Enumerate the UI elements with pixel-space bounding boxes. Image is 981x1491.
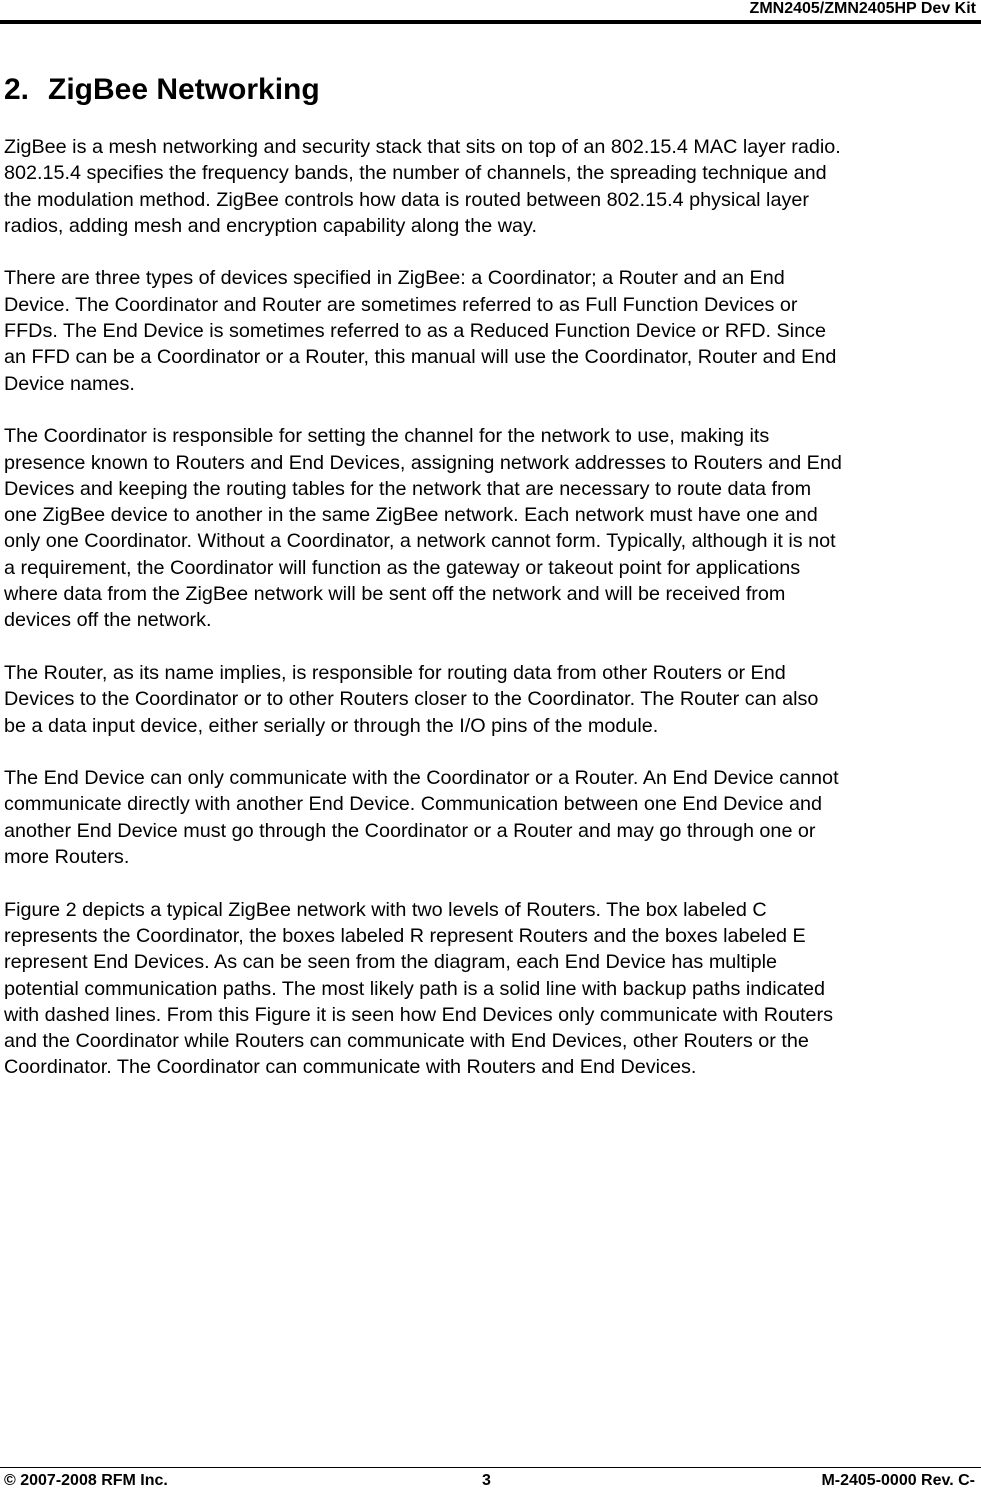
footer-rule [0,1467,981,1468]
text-line: another End Device must go through the Coordinator or a Router and may go through one or [4,819,816,842]
text-line: Devices to the Coordinator or to other Routers closer to the Coordinator. The Router can also [4,688,819,711]
text-line: where data from the ZigBee network will be sent off the network and will be received from [4,583,786,606]
text-line: The Router, as its name implies, is responsible for routing data from other Routers or End [4,661,786,684]
header-title: ZMN2405/ZMN2405HP Dev Kit [749,0,976,17]
header-rule [0,20,981,24]
text-line: a requirement, the Coordinator will function as the gateway or takeout point for applications [4,556,801,579]
footer-page-number: 3 [482,1472,491,1489]
footer-doc-id: M-2405-0000 Rev. C- [821,1472,975,1489]
text-line: potential communication paths. The most likely path is a solid line with backup paths indicated [4,977,826,1000]
text-line: the modulation method. ZigBee controls how data is routed between 802.15.4 physical layer [4,188,809,211]
text-line: Figure 2 depicts a typical ZigBee network with two levels of Routers. The box labeled C [4,898,767,921]
text-line: represent End Devices. As can be seen from the diagram, each End Device has multiple [4,951,777,974]
page-footer [0,1472,981,1491]
paragraph-router [4,660,976,739]
text-line: Devices and keeping the routing tables for the network that are necessary to route data from [4,477,812,500]
text-line: The End Device can only communicate with the Coordinator or a Router. An End Device cannot [4,767,839,790]
text-line: There are three types of devices specified in ZigBee: a Coordinator; a Router and an End [4,267,785,290]
text-line: only one Coordinator. Without a Coordinator, a network cannot form. Typically, although it is not [4,530,836,553]
footer-copyright: © 2007-2008 RFM Inc. [4,1472,168,1489]
text-line: with dashed lines. From this Figure it is seen how End Devices only communicate with Routers [4,1003,833,1026]
section-heading [4,72,320,108]
text-line: Coordinator. The Coordinator can communicate with Routers and End Devices. [4,1056,697,1079]
text-line: FFDs. The End Device is sometimes referred to as a Reduced Function Device or RFD. Since [4,320,826,343]
paragraph-device-types [4,265,976,396]
text-line: 802.15.4 specifies the frequency bands, the number of channels, the spreading technique and [4,162,827,185]
text-line: radios, adding mesh and encryption capability along the way. [4,214,537,237]
text-line: represents the Coordinator, the boxes labeled R represent Routers and the boxes labeled E [4,924,806,947]
text-line: and the Coordinator while Routers can communicate with End Devices, other Routers or the [4,1030,809,1053]
paragraph-end-device [4,765,976,870]
section-number: 2. [4,73,30,106]
text-line: presence known to Routers and End Devices, assigning network addresses to Routers and End [4,451,842,474]
text-line: be a data input device, either serially or through the I/O pins of the module. [4,714,659,737]
section-title: ZigBee Networking [48,73,320,106]
paragraph-figure-description [4,897,976,1081]
text-line: ZigBee is a mesh networking and security stack that sits on top of an 802.15.4 MAC layer radio. [4,136,841,158]
text-line: Device. The Coordinator and Router are sometimes referred to as Full Function Devices or [4,293,798,316]
text-line: Device names. [4,372,135,395]
paragraph-coordinator [4,423,976,633]
text-line: one ZigBee device to another in the same ZigBee network. Each network must have one and [4,504,818,527]
text-line: an FFD can be a Coordinator or a Router, this manual will use the Coordinator, Router and End [4,346,837,369]
text-line: communicate directly with another End Device. Communication between one End Device and [4,793,823,816]
text-line: The Coordinator is responsible for setting the channel for the network to use, making its [4,425,770,448]
text-line: devices off the network. [4,609,212,632]
body-text [4,134,976,1107]
paragraph-zigbee-intro [4,134,976,239]
text-line: more Routers. [4,846,130,869]
